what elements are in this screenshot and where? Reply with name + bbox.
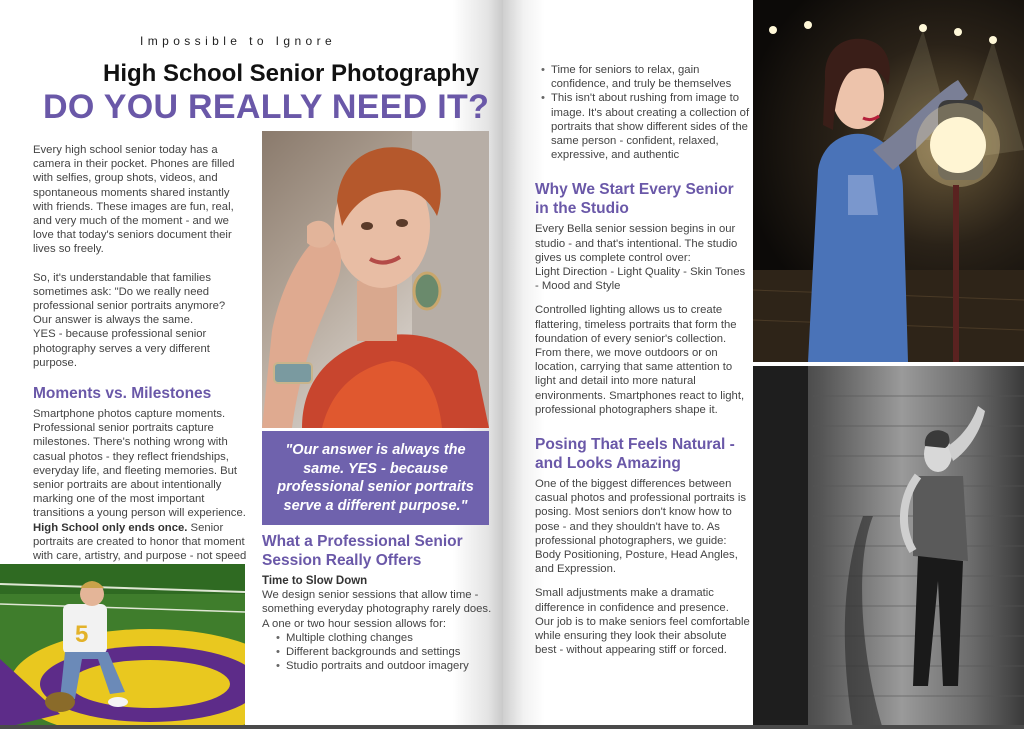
slow-down-subheading: Time to Slow Down: [262, 575, 368, 587]
middle-column: [262, 530, 497, 673]
pull-quote: "Our answer is always the same. YES - because professional senior portraits serve a different purpose.": [262, 431, 489, 525]
list-item: • Time for seniors to relax, gain confidence, and truly be themselves: [541, 63, 750, 91]
question-line-3: YES - because professional senior photography serves a very different purpose.: [33, 328, 210, 369]
posing-heading: Posing That Feels Natural - and Looks Amazing: [535, 436, 735, 473]
moments-tail: Senior portraits are created to honor that moment with care, artistry, and purpose - not speed: [33, 521, 247, 563]
studio-heading: Why We Start Every Senior in the Studio: [535, 181, 734, 218]
intro-paragraph: Every high school senior today has a camera in their pocket. Phones are filled with selfies, group shots, videos, and spontaneous moments shared instantly with friends. These images are fun, real, and very much of the moment - and we love that today's seniors document their lives so freely.: [33, 144, 235, 256]
moments-heading: Moments vs. Milestones: [33, 385, 212, 403]
left-page: [0, 0, 503, 729]
session-heading: What a Professional Senior Session Really Offers: [262, 533, 463, 569]
moments-bold: High School only ends once.: [33, 521, 188, 534]
stage-light-photo: [753, 0, 1024, 362]
kicker: Impossible to Ignore: [140, 34, 337, 48]
moments-paragraph: [33, 407, 251, 577]
page-bottom-edge: [0, 725, 1024, 729]
studio-list: Light Direction - Light Quality - Skin Tones - Mood and Style: [535, 266, 746, 293]
list-item: • Studio portraits and outdoor imagery: [276, 659, 497, 673]
time-bullets: [541, 63, 750, 162]
question-paragraph: [33, 271, 251, 370]
football-photo: [0, 564, 245, 729]
studio-intro: Every Bella senior session begins in our studio - and that's intentional. The studio gives us complete control over:: [535, 223, 738, 264]
headline: DO YOU REALLY NEED IT?: [43, 88, 490, 126]
right-page: [503, 0, 1024, 729]
list-item: • Multiple clothing changes: [276, 631, 497, 645]
list-item: • This isn't about rushing from image to image. It's about creating a collection of portraits that show different sides of the same person - confident, relaxed, expressive, and authentic: [541, 91, 750, 162]
studio-body-2: Controlled lighting allows us to create flattering, timeless portraits that form the foundation of every senior's collection. From there, we move outdoors or on location, carrying that same attention to light and detail into more natural environments. Smartphones react to light, professional photographers shape it.: [535, 304, 745, 416]
moments-body: Smartphone photos capture moments. Professional senior portraits capture milestones. There's nothing wrong with casual photos - they reflect friendships, everyday life, and fleeting memories. But senior portraits are about intentionally marking one of the most important transitions a young person will experience.: [33, 408, 246, 520]
question-line-2: Our answer is always the same.: [33, 314, 194, 327]
right-column: [535, 63, 750, 668]
brick-wall-photo: [753, 366, 1024, 729]
question-line-1: So, it's understandable that families sometimes ask: "Do we really need professional senior portraits anymore?: [33, 271, 226, 313]
left-column: [33, 143, 251, 591]
session-body: We design senior sessions that allow time - something everyday photography rarely does. A one or two hour session allows for:: [262, 589, 492, 630]
posing-body-1: One of the biggest differences between casual photos and professional portraits is posing. Most seniors don't know how to pose - and they shouldn't have to. As professional photographers, we guide: Body Positioning, Posture, Head Angles, and Expression.: [535, 478, 746, 576]
portrait-photo: [262, 131, 489, 428]
studio-body-1: [535, 222, 750, 293]
svg-text:5: 5: [75, 621, 89, 648]
session-bullets: [276, 631, 497, 674]
list-item: • Different backgrounds and settings: [276, 645, 497, 659]
article-title: High School Senior Photography: [103, 60, 480, 87]
posing-body-2: Small adjustments make a dramatic difference in confidence and presence. Our job is to make seniors feel comfortable while ensuring they look their absolute best - without appearing stiff or forced.: [535, 587, 750, 657]
